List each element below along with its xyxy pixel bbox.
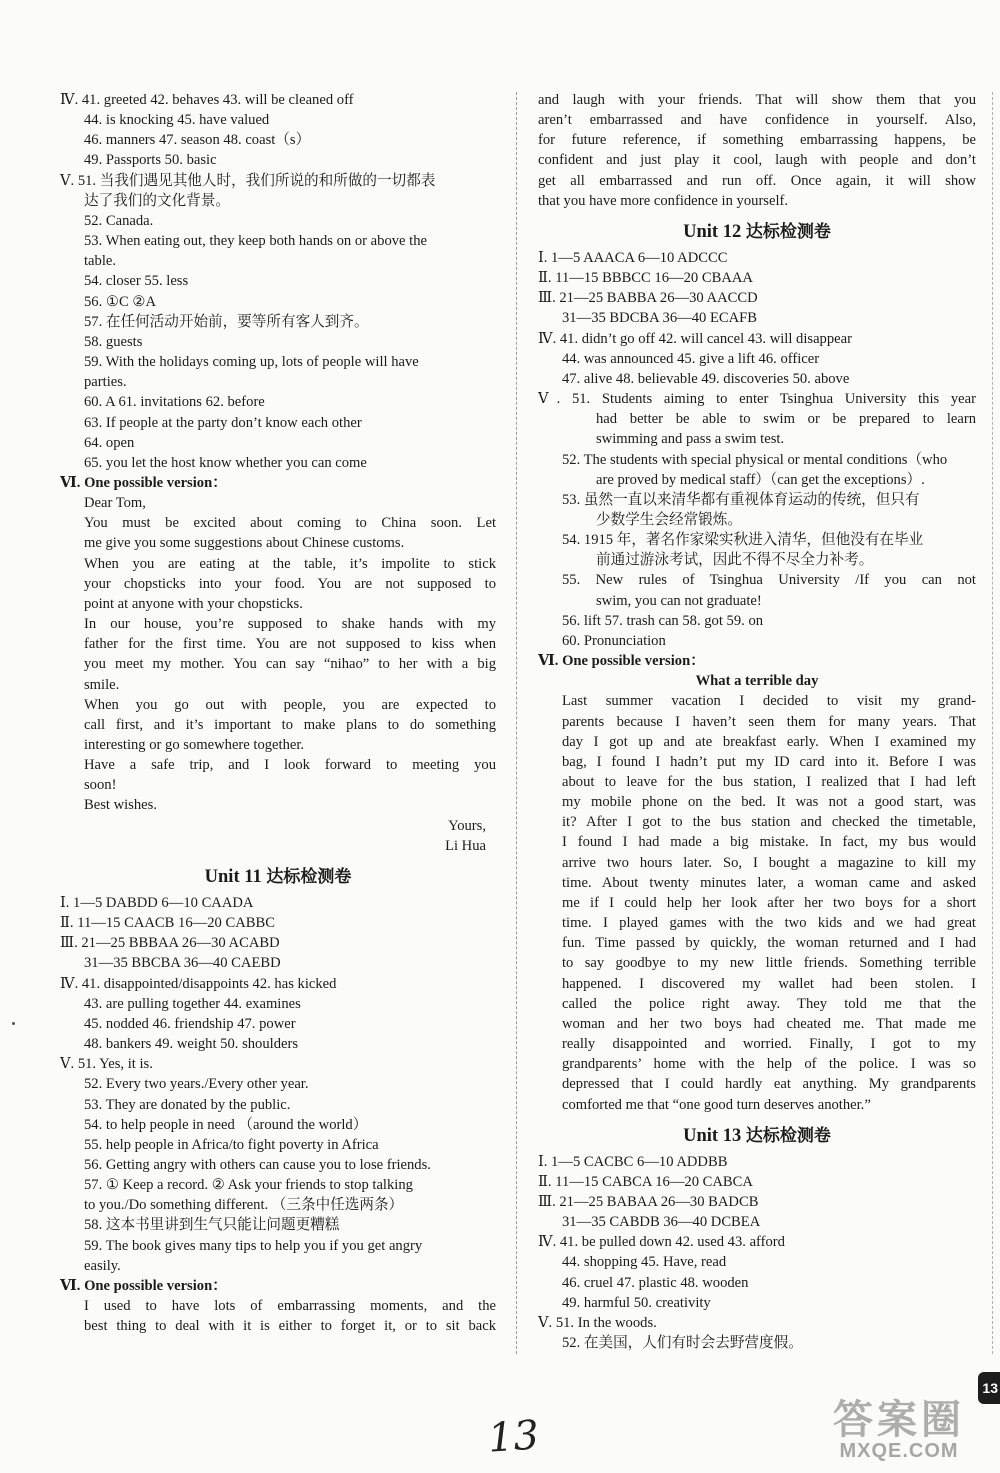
text-line: Ⅰ. 1—5 CACBC 6—10 ADDBB <box>538 1153 728 1170</box>
text-line: called the police right away. They told me that the <box>562 995 976 1012</box>
handwritten-page-number: 13 <box>486 1412 541 1462</box>
text-line: I used to have lots of embarrassing moments, and the <box>84 1298 496 1315</box>
page-edge-line <box>992 92 993 1354</box>
text-line: 54. to help people in need （around the world） <box>84 1116 368 1133</box>
text-line: my mobile phone on the bed. It was not a good start, was <box>562 794 976 811</box>
text-line: Ⅱ. 11—15 CAACB 16—20 CABBC <box>60 915 275 932</box>
text-line: Ⅵ. One possible version： <box>60 474 227 491</box>
text-line: 55. New rules of Tsinghua University /If you can not <box>562 572 976 589</box>
text-line: 64. open <box>84 434 135 451</box>
text-line: table. <box>84 253 117 270</box>
text-line: 59. The book gives many tips to help you if you get angry <box>84 1237 423 1254</box>
text-line: Ⅳ. 41. be pulled down 42. used 43. afford <box>538 1234 785 1251</box>
text-line: me if I could help her look after her two boys for a short <box>562 894 976 911</box>
text-line: 53. 虽然一直以来清华都有重视体育运动的传统，但只有 <box>562 491 920 508</box>
text-line: to you./Do something different. （三条中任选两条） <box>84 1197 404 1214</box>
text-line: 52. Every two years./Every other year. <box>84 1076 309 1093</box>
text-line: 49. Passports 50. basic <box>84 152 217 169</box>
text-line: depressed that I could hardly eat anything. My grandparents <box>562 1076 976 1093</box>
text-line: about to leave for the bus station, I realized that I had left <box>562 774 976 790</box>
text-line: What a terrible day <box>695 673 819 690</box>
text-line: to say goodbye to my new little friends. Something terrible <box>562 955 976 972</box>
text-line: Ⅳ. 41. greeted 42. behaves 43. will be cleaned off <box>60 92 354 108</box>
text-line: 57. ① Keep a record. ② Ask your friends to stop talking <box>84 1177 413 1194</box>
text-line: parties. <box>84 374 127 391</box>
unit-13-answers <box>538 1152 976 1354</box>
unit-11-answers <box>60 893 496 1336</box>
text-line: Last summer vacation I decided to visit my grand- <box>562 693 976 710</box>
text-line: grandparents’ home with the help of the police. I was so <box>562 1056 976 1073</box>
text-line: 31—35 BDCBA 36—40 ECAFB <box>562 310 758 327</box>
text-line: 43. are pulling together 44. examines <box>84 995 301 1012</box>
watermark-url: MXQE.COM <box>839 1440 959 1462</box>
essay-continuation <box>538 90 976 211</box>
text-line: 少数学生会经常锻炼。 <box>596 511 742 528</box>
text-line: 52. 在美国，人们有时会去野营度假。 <box>562 1335 803 1352</box>
text-line: 57. 在任何活动开始前，要等所有客人到齐。 <box>84 313 369 330</box>
text-line: 47. alive 48. believable 49. discoveries 50. above <box>562 370 850 387</box>
text-line: 60. A 61. invitations 62. before <box>84 394 265 411</box>
text-line: 31—35 CABDB 36—40 DCBEA <box>562 1214 761 1231</box>
text-line: interesting or go somewhere together. <box>84 737 305 753</box>
text-line: really disappointed and worried. Finally, I got to my <box>562 1036 976 1053</box>
unit-13-heading: Unit 13 达标检测卷 <box>683 1125 831 1146</box>
text-line: 54. 1915 年，著名作家梁实秋进入清华，但他没有在毕业 <box>562 532 924 549</box>
text-line: get all embarrassed and run off. Once again, it will show <box>538 172 976 189</box>
text-line: Ⅴ. 51. In the woods. <box>538 1314 657 1331</box>
text-line: 56. lift 57. trash can 58. got 59. on <box>562 612 764 629</box>
right-column <box>538 90 976 1353</box>
text-line: it? After I got to the bus station and checked the timetable, <box>562 814 976 831</box>
text-line: me give you some suggestions about Chinese customs. <box>84 535 405 552</box>
text-line: aren’t embarrassed and have confidence in yourself. Also, <box>538 112 976 129</box>
text-line: 65. you let the host know whether you can come <box>84 454 367 471</box>
left-answer-block <box>60 90 496 856</box>
text-line: 44. is knocking 45. have valued <box>84 112 270 129</box>
unit-12-answers <box>538 248 976 1115</box>
text-line: 44. was announced 45. give a lift 46. officer <box>562 350 820 367</box>
text-line: time. I played games with the two kids and we had great <box>562 915 976 932</box>
text-line: Ⅳ. 41. disappointed/disappoints 42. has kicked <box>60 975 337 992</box>
text-line: 56. ①C ②A <box>84 293 156 310</box>
text-line: 59. With the holidays coming up, lots of people will have <box>84 354 419 371</box>
text-line: happened. I discovered my wallet had been stolen. I <box>562 975 976 992</box>
text-line: 46. manners 47. season 48. coast（s） <box>84 132 311 149</box>
text-line: for future reference, if something embarrassing happens, be <box>538 132 976 149</box>
text-line: 54. closer 55. less <box>84 273 189 290</box>
text-line: that you have more confidence in yourself. <box>538 192 789 209</box>
text-line: soon! <box>84 777 117 794</box>
text-line: 60. Pronunciation <box>562 632 666 649</box>
text-line: 53. They are donated by the public. <box>84 1096 291 1113</box>
text-line: had better be able to swim or be prepared to learn <box>596 411 976 428</box>
unit-11-heading: Unit 11 达标检测卷 <box>204 866 352 887</box>
text-line: swim, you can not graduate! <box>596 592 762 609</box>
text-line: point at anyone with your chopsticks. <box>84 595 303 612</box>
text-line: 58. guests <box>84 333 143 350</box>
text-line: comforted me that “one good turn deserves another.” <box>562 1096 871 1113</box>
text-line: Ⅴ. 51. 当我们遇见其他人时，我们所说的和所做的一切都表 <box>60 172 436 189</box>
text-line: father for the first time. You are not supposed to kiss when <box>84 636 496 653</box>
text-line: In our house, you’re supposed to shake hands with my <box>84 616 496 633</box>
text-line: When you are eating at the table, it’s impolite to stick <box>84 555 496 572</box>
watermark-logo <box>804 1388 994 1468</box>
scan-speck <box>12 1022 15 1025</box>
text-line: bag, I found I hadn’t put my ID card into it. Before I was <box>562 753 976 770</box>
text-line: parents because I haven’t seen them for many years. That <box>562 713 976 730</box>
text-line: Yours, <box>448 817 486 834</box>
text-line: 31—35 BBCBA 36—40 CAEBD <box>84 955 281 972</box>
text-line: confident and just play it cool, laugh with people and don’t <box>538 152 976 169</box>
text-line: you meet my mother. You can say “nihao” to her with a big <box>84 656 496 673</box>
text-line: 52. The students with special physical or mental conditions（who <box>562 451 948 468</box>
text-line: Ⅳ. 41. didn’t go off 42. will cancel 43. will disappear <box>538 330 852 347</box>
text-line: Ⅰ. 1—5 DABDD 6—10 CAADA <box>60 894 254 911</box>
text-line: Ⅲ. 21—25 BABBA 26—30 AACCD <box>538 290 758 307</box>
text-line: Ⅱ. 11—15 BBBCC 16—20 CBAAA <box>538 270 753 287</box>
text-line: 前通过游泳考试，因此不得不尽全力补考。 <box>596 552 874 569</box>
text-line: Ⅲ. 21—25 BBBAA 26—30 ACABD <box>60 935 280 952</box>
text-line: Ⅴ. 51. Yes, it is. <box>60 1056 153 1073</box>
text-line: 46. cruel 47. plastic 48. wooden <box>562 1274 749 1291</box>
text-line: Ⅴ. 51. Students aiming to enter Tsinghua University this year <box>538 391 976 408</box>
text-line: 53. When eating out, they keep both hands on or above the <box>84 233 428 250</box>
text-line: Dear Tom, <box>84 495 146 512</box>
text-line: time. About twenty minutes later, a woman came and asked <box>562 874 976 891</box>
unit-12-heading: Unit 12 达标检测卷 <box>683 221 831 242</box>
text-line: Ⅵ. One possible version： <box>538 653 705 670</box>
column-divider <box>516 92 517 1354</box>
text-line: swimming and pass a swim test. <box>596 431 785 448</box>
text-line: fun. Time passed by quickly, the woman returned and I had <box>562 935 976 952</box>
text-line: Ⅵ. One possible version： <box>60 1277 227 1294</box>
text-line: are proved by medical staff）（can get the exceptions）. <box>596 471 925 488</box>
text-line: Best wishes. <box>84 797 157 814</box>
text-line: 56. Getting angry with others can cause you to lose friends. <box>84 1156 431 1173</box>
page-edge-tab: 13 <box>978 1372 1000 1404</box>
text-line: 48. bankers 49. weight 50. shoulders <box>84 1036 299 1053</box>
text-line: best thing to deal with it is either to forget it, or to sit back <box>84 1318 496 1335</box>
text-line: arrive two hours later. So, I bought a magazine to kill my <box>562 854 976 871</box>
text-line: Ⅰ. 1—5 AAACA 6—10 ADCCC <box>538 249 728 266</box>
text-line: 达了我们的文化背景。 <box>84 192 230 209</box>
text-line: When you go out with people, you are expected to <box>84 696 496 713</box>
text-line: 58. 这本书里讲到生气只能让问题更糟糕 <box>84 1217 340 1234</box>
text-line: call first, and it’s important to make plans to do something <box>84 716 496 733</box>
text-line: Ⅱ. 11—15 CABCA 16—20 CABCA <box>538 1173 753 1190</box>
text-line: your chopsticks into your food. You are not supposed to <box>84 575 496 592</box>
text-line: You must be excited about coming to China soon. Let <box>84 515 496 532</box>
text-line: day I got up and ate breakfast early. When I examined my <box>562 733 976 750</box>
text-line: 55. help people in Africa/to fight poverty in Africa <box>84 1136 379 1153</box>
text-line: and laugh with your friends. That will show them that you <box>538 92 976 108</box>
watermark-text: 答案圈 <box>833 1397 965 1443</box>
text-line: 44. shopping 45. Have, read <box>562 1254 727 1271</box>
text-line: easily. <box>84 1257 121 1274</box>
text-line: Have a safe trip, and I look forward to meeting you <box>84 757 496 774</box>
text-line: 49. harmful 50. creativity <box>562 1294 711 1311</box>
text-line: 63. If people at the party don’t know each other <box>84 414 362 431</box>
text-line: Li Hua <box>445 837 486 854</box>
text-line: woman and her two boys had cheated me. That made me <box>562 1015 976 1032</box>
text-line: Ⅲ. 21—25 BABAA 26—30 BADCB <box>538 1193 759 1210</box>
text-line: 45. nodded 46. friendship 47. power <box>84 1015 296 1032</box>
left-column <box>60 90 496 1336</box>
text-line: smile. <box>84 676 120 693</box>
text-line: I found I had made a big mistake. In fact, my bus would <box>562 834 976 851</box>
text-line: 52. Canada. <box>84 212 154 229</box>
